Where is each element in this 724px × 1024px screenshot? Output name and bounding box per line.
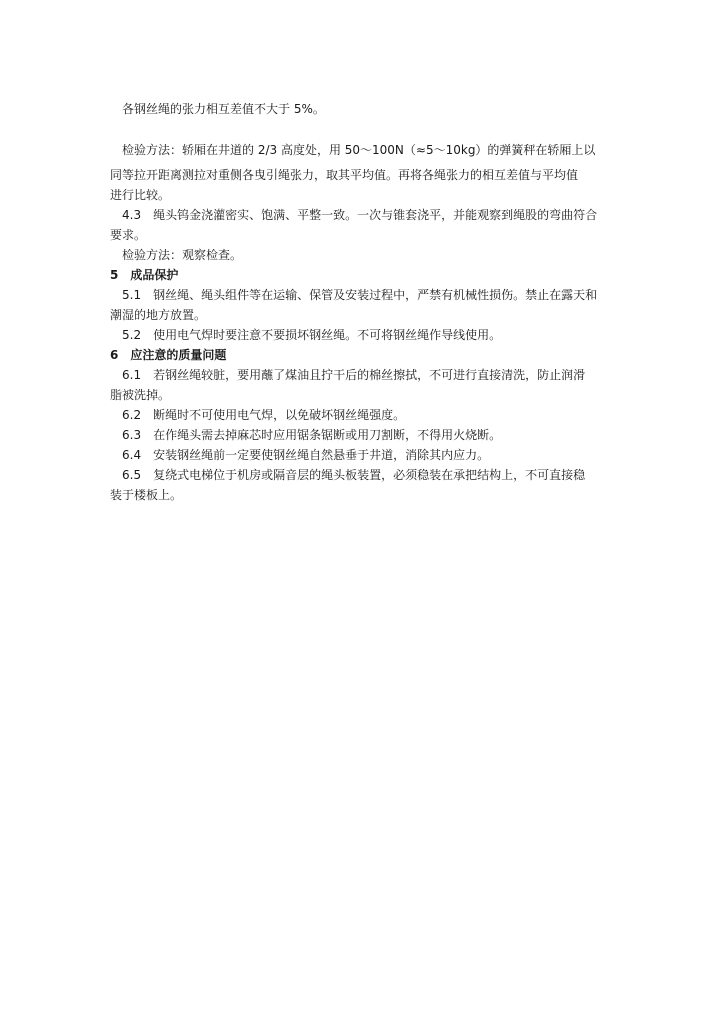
- text-line: 检验方法：轿厢在井道的 2/3 高度处，用 50～100N（≈5～10kg）的弹簧秤在轿厢上以: [122, 143, 596, 157]
- text-line: 6.1 若钢丝绳较脏，要用蘸了煤油且拧干后的棉丝擦拭，不可进行直接清洗，防止润滑: [122, 368, 586, 382]
- text-line: 装于楼板上。: [110, 488, 183, 502]
- text-line: 6.3 在作绳头需去掉麻芯时应用锯条锯断或用刀割断，不得用火烧断。: [122, 428, 502, 442]
- text-line: 6.4 安装钢丝绳前一定要使钢丝绳自然悬垂于井道，消除其内应力。: [122, 448, 490, 462]
- text-line: 同等拉开距离测拉对重侧各曳引绳张力，取其平均值。再将各绳张力的相互差值与平均值: [110, 168, 579, 182]
- text-line: 6.5 复绕式电梯位于机房或隔音层的绳头板装置，必须稳装在承把结构上，不可直接稳: [122, 468, 586, 482]
- section-heading: 5 成品保护: [110, 268, 179, 282]
- text-line: 各钢丝绳的张力相互差值不大于 5%。: [122, 102, 325, 116]
- text-line: 进行比较。: [110, 188, 171, 202]
- text-line: 潮湿的地方放置。: [110, 308, 207, 322]
- text-line: 6.2 断绳时不可使用电气焊，以免破坏钢丝绳强度。: [122, 408, 406, 422]
- text-line: 脂被洗掉。: [110, 388, 171, 402]
- text-line: 5.1 钢丝绳、绳头组件等在运输、保管及安装过程中，严禁有机械性损伤。禁止在露天和: [122, 288, 598, 302]
- section-heading: 6 应注意的质量问题: [110, 348, 227, 362]
- text-line: 4.3 绳头钨金浇灌密实、饱满、平整一致。一次与锥套浇平，并能观察到绳股的弯曲符合: [122, 208, 598, 222]
- text-line: 检验方法：观察检查。: [122, 248, 243, 262]
- text-line: 要求。: [110, 228, 147, 242]
- text-line: 5.2 使用电气焊时要注意不要损坏钢丝绳。不可将钢丝绳作导线使用。: [122, 328, 502, 342]
